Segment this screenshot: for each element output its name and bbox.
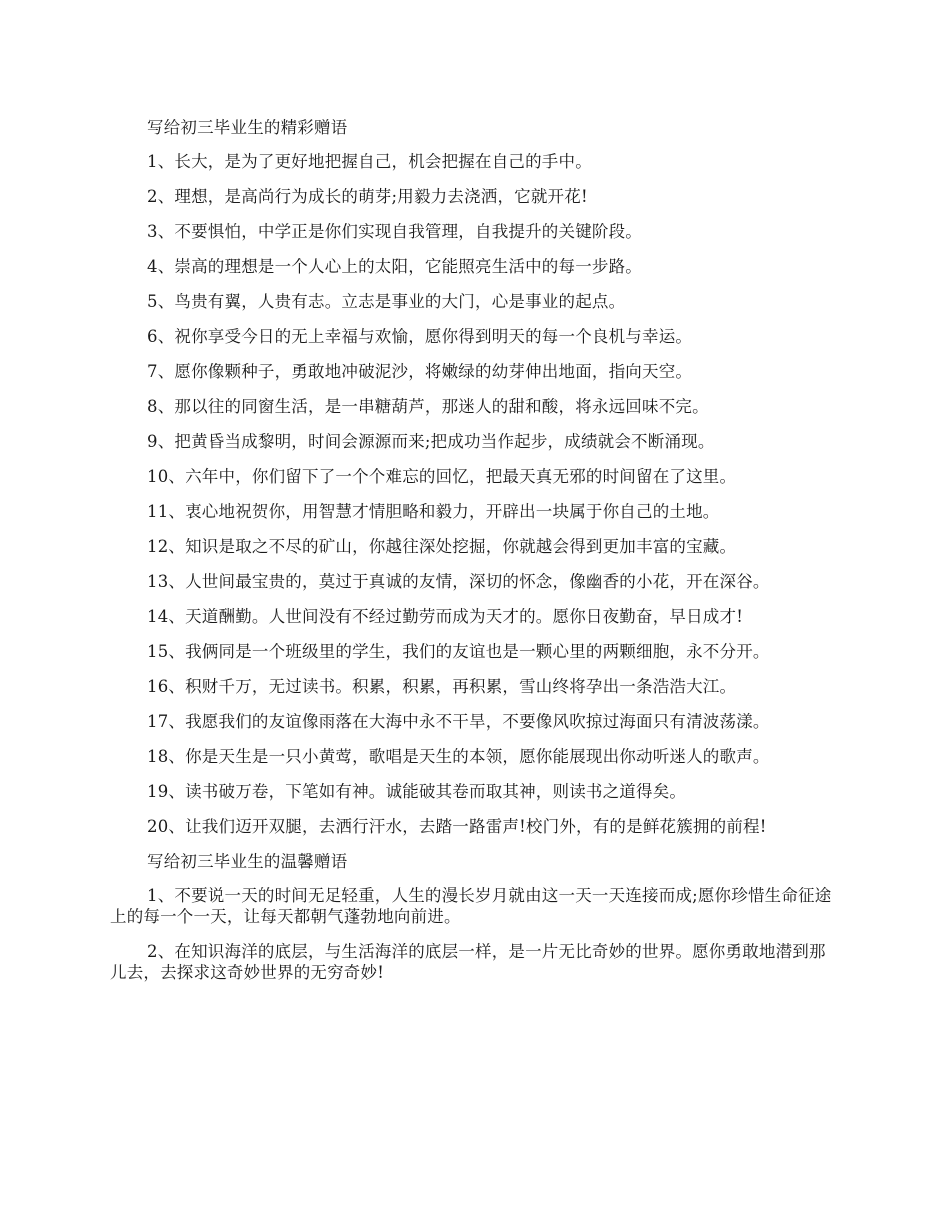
message-item: 11、衷心地祝贺你，用智慧才情胆略和毅力，开辟出一块属于你自己的土地。 (147, 502, 720, 521)
message-item: 20、让我们迈开双腿，去洒行汗水，去踏一路雷声!校门外，有的是鲜花簇拥的前程! (147, 817, 767, 836)
message-item: 8、那以往的同窗生活，是一串糖葫芦，那迷人的甜和酸，将永远回味不完。 (147, 397, 709, 416)
section-warm-messages (110, 851, 840, 983)
message-item: 14、天道酬勤。人世间没有不经过勤劳而成为天才的。愿你日夜勤奋，早日成才! (147, 607, 744, 626)
message-item: 9、把黄昏当成黎明，时间会源源而来;把成功当作起步，成绩就会不断涌现。 (147, 432, 715, 451)
message-item: 13、人世间最宝贵的，莫过于真诚的友情，深切的怀念，像幽香的小花，开在深谷。 (147, 572, 770, 591)
message-item: 1、不要说一天的时间无足轻重，人生的漫长岁月就由这一天一天连接而成;愿你珍惜生命征途上的每一个一天，让每天都朝气蓬勃地向前进。 (110, 886, 832, 926)
section-heading: 写给初三毕业生的温馨赠语 (147, 852, 348, 871)
message-item: 3、不要惧怕，中学正是你们实现自我管理，自我提升的关键阶段。 (147, 222, 642, 241)
message-item: 2、在知识海洋的底层，与生活海洋的底层一样，是一片无比奇妙的世界。愿你勇敢地潜到那儿去，去探求这奇妙世界的无穷奇妙! (110, 942, 826, 982)
message-item: 12、知识是取之不尽的矿山，你越往深处挖掘，你就越会得到更加丰富的宝藏。 (147, 537, 737, 556)
message-item: 19、读书破万卷，下笔如有神。诚能破其卷而取其神，则读书之道得矣。 (147, 782, 687, 801)
message-item: 4、崇高的理想是一个人心上的太阳，它能照亮生活中的每一步路。 (147, 257, 642, 276)
section-heading: 写给初三毕业生的精彩赠语 (147, 118, 348, 137)
message-item: 16、积财千万，无过读书。积累，积累，再积累，雪山终将孕出一条浩浩大江。 (147, 677, 737, 696)
message-item: 1、长大，是为了更好地把握自己，机会把握在自己的手中。 (147, 152, 592, 171)
message-item: 2、理想，是高尚行为成长的萌芽;用毅力去浇洒，它就开花! (147, 187, 588, 206)
message-item: 10、六年中，你们留下了一个个难忘的回忆，把最天真无邪的时间留在了这里。 (147, 467, 737, 486)
message-item: 6、祝你享受今日的无上幸福与欢愉，愿你得到明天的每一个良机与幸运。 (147, 327, 693, 346)
message-item: 15、我俩同是一个班级里的学生，我们的友谊也是一颗心里的两颗细胞，永不分开。 (147, 642, 770, 661)
message-item: 18、你是天生是一只小黄莺，歌唱是天生的本领，愿你能展现出你动听迷人的歌声。 (147, 747, 770, 766)
message-item: 7、愿你像颗种子，勇敢地冲破泥沙，将嫩绿的幼芽伸出地面，指向天空。 (147, 362, 693, 381)
section-brilliant-messages (110, 117, 840, 837)
message-item: 17、我愿我们的友谊像雨落在大海中永不干旱，不要像风吹掠过海面只有清波荡漾。 (147, 712, 770, 731)
message-item: 5、鸟贵有翼，人贵有志。立志是事业的大门，心是事业的起点。 (147, 292, 626, 311)
